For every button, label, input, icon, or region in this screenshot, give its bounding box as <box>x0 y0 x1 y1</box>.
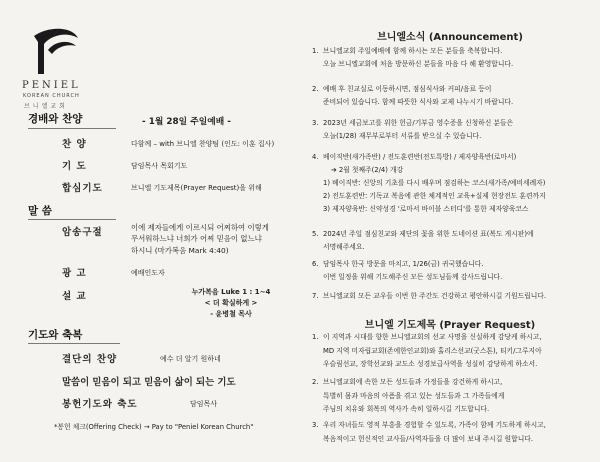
item-line: 브니엘교회 주일예배에 함께 하시는 모든 분들을 축복합니다. <box>323 47 503 55</box>
item-line: 오늘 브니엘교회에 처음 방문하신 분들을 마음 다 해 환영합니다. <box>323 60 514 68</box>
section-divider <box>28 128 116 129</box>
item-number: 1. <box>312 47 319 55</box>
item-line: 2024년 주일 점심친교와 제단의 꽃을 위한 도네이션 표(복도 게시판)에 <box>323 230 534 238</box>
item-label-praise: 찬 양 <box>62 139 87 150</box>
item-line: MD 지역 미자립교회(존에한인교회)와 홀리스선교(굿스톤), 티키/그루지아 <box>323 346 542 355</box>
item-line: 이번 일정을 위해 기도해주신 모든 성도님들께 감사드립니다. <box>323 273 503 281</box>
sermon-title: < 더 확실하게 > <box>204 299 258 307</box>
item-line: 브니엘교회에 속한 모든 성도들과 가정들을 강건하게 하시고, <box>323 378 503 386</box>
item-line: 담임목사 한국 방문을 마치고, 1/26(금) 귀국했습니다. <box>323 260 484 268</box>
item-line: 복음적이고 헌신적인 교사들/사역자들을 더 많이 보내 주시길 원합니다. <box>323 434 533 443</box>
prayer-item <box>312 419 594 446</box>
prayer-request-title: 브니엘 기도제목 (Prayer Request) <box>364 320 536 331</box>
offering-footnote: *봉헌 체크(Offering Check) → Pay to "Peniel Korean Church" <box>54 423 254 431</box>
item-value-joint-prayer: 브니엘 기도제목(Prayer Request)을 위해 <box>131 184 262 192</box>
benediction-value: 담임목사 <box>190 400 218 408</box>
item-number: 5. <box>312 230 319 238</box>
announcement-item <box>312 45 592 71</box>
item-number: 3. <box>312 421 319 429</box>
item-number: 6. <box>312 260 319 268</box>
sub-line: 2) 전도훈련반: 기독교 복음에 관한 체계적인 교육+실제 현장전도 훈련까지 <box>323 192 546 200</box>
logo-name: PENIEL <box>22 80 81 91</box>
section-divider <box>28 343 120 344</box>
item-number: 7. <box>312 292 319 300</box>
item-line: 베이직반(새가족반) / 전도훈련반(전도특방) / 제자양육반(로마서) <box>323 153 517 161</box>
announcement-item <box>312 228 592 254</box>
item-line: 준비되어 있습니다. 함께 따뜻한 식사와 교제 나누시기 바랍니다. <box>323 98 514 106</box>
item-line: 서명해주세요. <box>323 243 365 251</box>
sub-line: 3) 제자양육반: 신약성경 '로마서 바이블 스터디'를 통한 제자양육코스 <box>323 205 529 213</box>
announcement-item <box>312 83 592 109</box>
prayer-phrase: 말씀이 믿음이 되고 믿음이 삶이 되는 기도 <box>62 377 236 388</box>
closing-song-value: 예수 더 알기 원하네 <box>160 355 221 363</box>
item-value-prayer: 담임목사 목회기도 <box>131 162 188 170</box>
announcements-title: 브니엘소식 (Announcement) <box>377 32 523 43</box>
item-number: 1. <box>312 333 319 341</box>
item-line: 오늘(1/28) 재무부로부터 서류를 받으실 수 있습니다. <box>323 132 482 140</box>
announcement-item <box>312 258 592 284</box>
section-title-worship: 경배와 찬양 <box>28 113 83 125</box>
service-date-title: - 1월 28일 주일예배 - <box>142 117 231 127</box>
scripture-label: 암송구절 <box>62 227 103 238</box>
section-divider <box>28 219 116 220</box>
sermon-passage: 누가복음 Luke 1 : 1~4 <box>191 288 271 296</box>
announcement-item <box>312 117 592 143</box>
peniel-logo-icon <box>26 28 82 78</box>
announcement-item <box>312 151 592 216</box>
logo-korean: 브니엘교회 <box>24 103 68 110</box>
benediction-label: 봉헌기도와 축도 <box>62 399 138 410</box>
announcement-item <box>312 290 592 303</box>
announcement-leader: 예배인도자 <box>131 269 165 277</box>
sub-line: ➔ 2월 첫째주(2/4) 개강 <box>331 166 404 174</box>
sermon-preacher: - 윤병철 목사 <box>210 310 252 318</box>
prayer-item <box>312 376 594 417</box>
sub-line: 1) 베이직반: 신앙의 기초를 다시 배우며 점검하는 코스(새가족/예비세례자) <box>323 179 546 187</box>
item-number: 2. <box>312 85 319 93</box>
item-line: 예배 후 친교실로 이동하시면, 점심식사와 커피/음료 등이 <box>323 85 492 93</box>
item-value-praise: 다함께 – with 브니엘 찬양팀 (인도: 이훈 집사) <box>131 140 275 148</box>
scripture-text <box>131 222 269 256</box>
scripture-line: 이에 제자들에게 이르시되 어찌하여 이렇게 <box>131 223 269 232</box>
closing-song-label: 결단의 찬양 <box>62 354 118 365</box>
item-line: 주님의 치유와 회복의 역사가 속히 일하시길 기도합니다. <box>323 405 490 413</box>
item-label-joint-prayer: 합심기도 <box>62 183 103 194</box>
item-line: 브니엘교회 모든 교우들 이번 한 주간도 건강하고 평안하시길 기원드립니다. <box>323 292 546 300</box>
section-title-word: 말 씀 <box>28 205 52 217</box>
item-number: 3. <box>312 119 319 127</box>
item-number: 2. <box>312 378 319 386</box>
section-title-prayer-blessing: 기도와 축복 <box>28 329 83 341</box>
item-line: 이 지역과 시대를 향한 브니엘교회의 선교 사명을 신실하게 감당케 하시고, <box>323 333 542 341</box>
item-label-prayer: 기 도 <box>62 161 87 172</box>
announcement-label: 광 고 <box>62 268 87 279</box>
item-number: 4. <box>312 153 319 161</box>
scripture-line: 하시니 (마가복음 Mark 4:40) <box>131 245 229 255</box>
item-line: 2023년 세금보고를 위한 헌금/기부금 영수증을 신청하신 분들은 <box>323 119 514 127</box>
item-line: 특별히 몸과 마음의 아픔을 겪고 있는 성도들과 그 가족들에게 <box>323 391 505 400</box>
prayer-item <box>312 331 594 372</box>
item-line: 우리 자녀들도 영적 부흥을 경험할 수 있도록, 가족이 함께 기도하게 하시고, <box>323 421 546 429</box>
logo-subtitle: KOREAN CHURCH <box>23 93 80 99</box>
item-line: 우슬림선교, 장학선교와 교도소 성경보급사역을 성실히 감당하게 하소서. <box>323 360 538 368</box>
sermon-label: 설 교 <box>62 291 87 302</box>
scripture-line: 무서워하느냐 너희가 어찌 믿음이 없느냐 <box>131 234 262 244</box>
